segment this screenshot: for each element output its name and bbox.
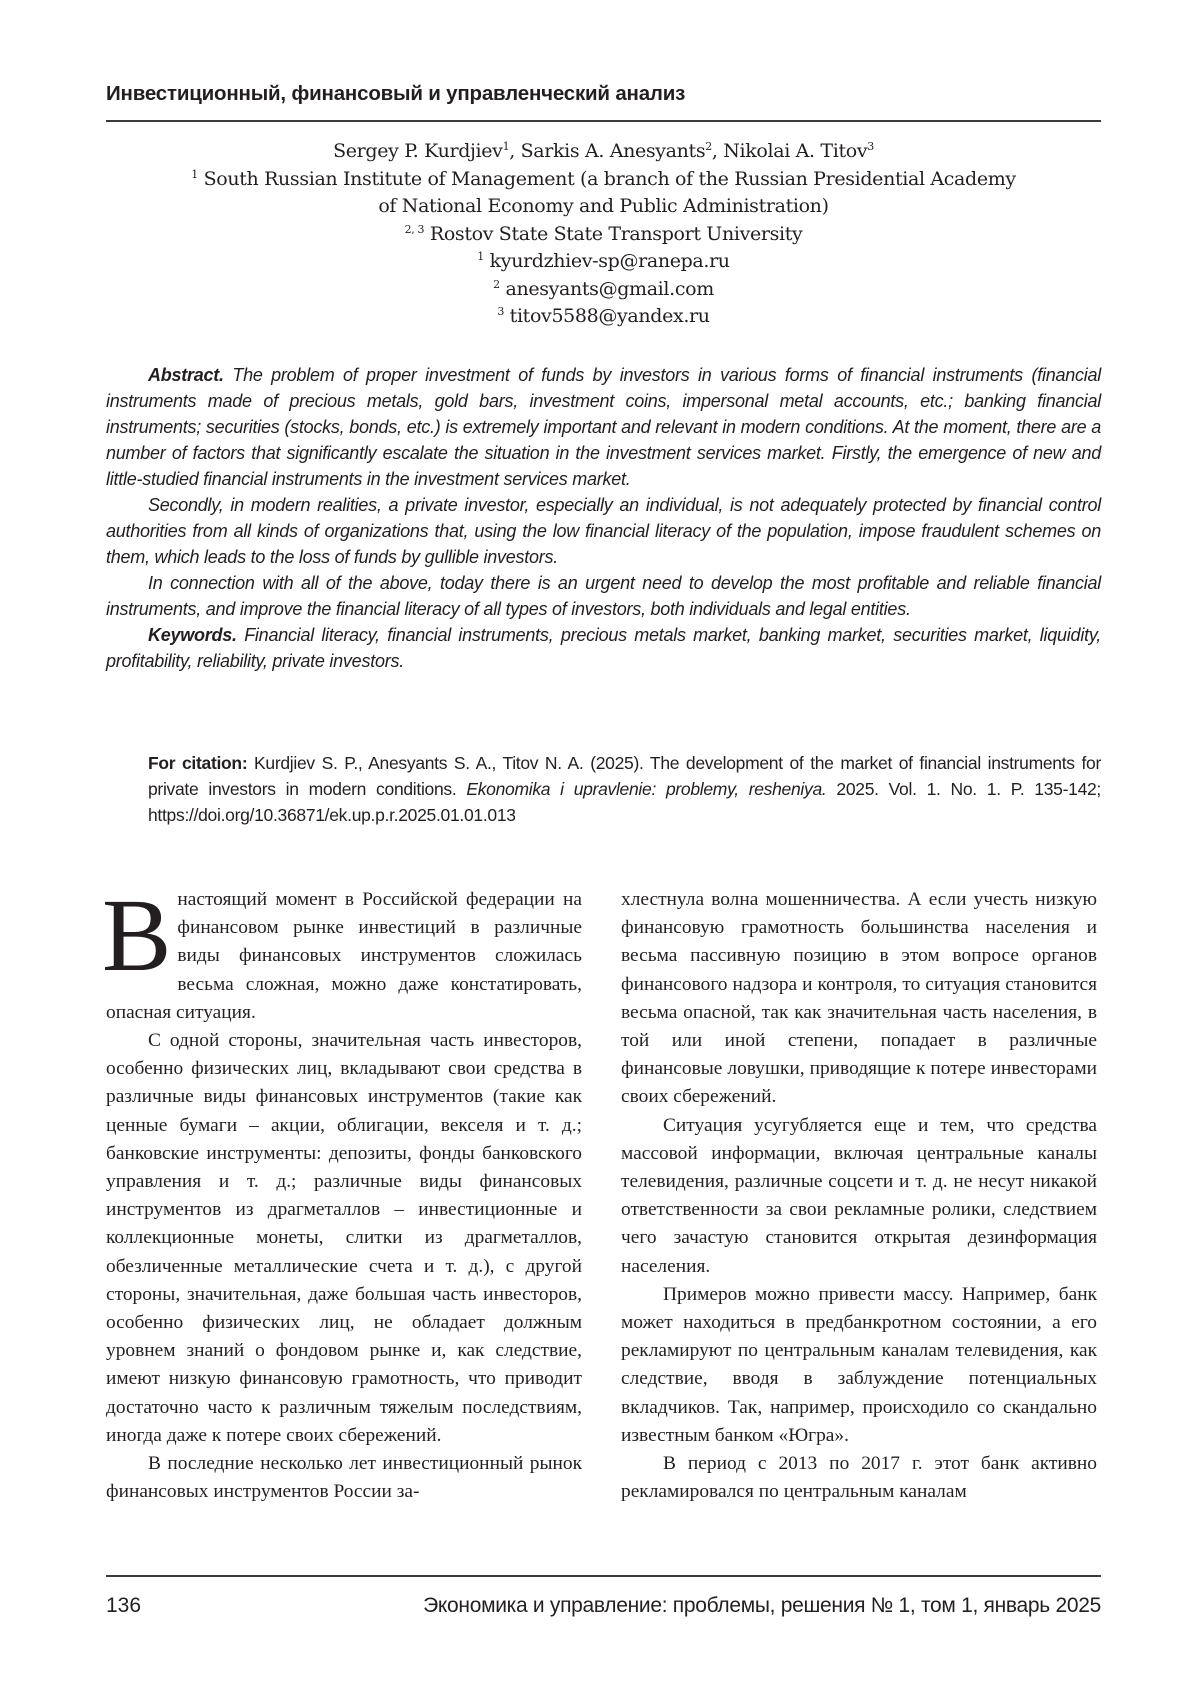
email-link[interactable]: anesyants@gmail.com	[505, 277, 714, 300]
keywords-text: Financial literacy, financial instruments, precious metals market, banking market, securities market, liquidity, profitability, reliability, private investors.	[106, 625, 1101, 671]
email-2	[106, 276, 1101, 304]
affiliation-text: South Russian Institute of Management (a branch of the Russian Presidential Academy	[203, 167, 1016, 190]
affiliation-sup: 2, 3	[404, 222, 425, 236]
keywords	[106, 622, 1101, 674]
citation-doi[interactable]: 2025. Vol. 1. No. 1. P. 135-142; https://doi.org/10.36871/ek.up.p.r.2025.01.01.013	[148, 779, 1101, 825]
citation	[148, 750, 1101, 828]
author-names: Sergey P. Kurdjiev$^1$, Sarkis A. Anesyants$^2$, Nikolai A. Titov$^3$	[333, 140, 874, 162]
body-paragraph	[102, 878, 582, 1027]
footer-divider	[106, 1575, 1101, 1577]
abstract	[106, 362, 1101, 674]
affiliation-sup: 1	[191, 167, 198, 181]
abstract-text: The problem of proper investment of funds by investors in various forms of financial instruments (financial instruments made of precious metals, gold bars, investment coins, impersonal metal accounts, etc.; banking financial instruments; securities (stocks, bonds, etc.) is extremely important and relevant in modern conditions. At the moment, there are a number of factors that significantly escalate the situation in the investment services market. Firstly, the emergence of new and little-studied financial instruments in the investment services market.	[106, 365, 1101, 489]
email-3	[106, 303, 1101, 331]
body-paragraph: В последние несколько лет инвестиционный рынок финансовых инструментов России за-	[106, 1453, 582, 1503]
email-sup: 1	[477, 250, 484, 263]
email-link[interactable]: titov5588@yandex.ru	[509, 305, 710, 327]
running-head: Инвестиционный, финансовый и управленческий анализ	[106, 82, 686, 105]
abstract-paragraph: Secondly, in modern realities, a private investor, especially an individual, is not adequately protected by financial control authorities from all kinds of organizations that, using the low financial literacy of the population, impose fraudulent schemes on them, which leads to the loss of funds by gullible investors.	[106, 495, 1101, 567]
email-1	[106, 248, 1101, 276]
body-paragraph: В период с 2013 по 2017 г. этот банк активно рекламировался по центральным каналам	[621, 1453, 1097, 1503]
body-column-right	[621, 886, 1097, 1506]
email-sup: 3	[497, 305, 504, 318]
author-name: Sergey P. Kurdjiev	[333, 140, 503, 162]
citation-journal: Ekonomika i upravlenie: problemy, resheniya.	[466, 779, 827, 799]
author-sup: 2	[705, 140, 712, 153]
keywords-label: Keywords.	[148, 625, 237, 645]
affiliation-text: Rostov State State Transport University	[429, 222, 803, 245]
paragraph-text: настоящий момент в Российской федерации на финансовом рынке инвестиций в различные виды финансовых инструментов сложилась весьма сложная, можно даже констатировать, опасная ситуация.	[106, 889, 582, 1023]
author-sup: 3	[867, 140, 874, 153]
author-name: Nikolai A. Titov	[723, 140, 868, 162]
citation-label: For citation:	[148, 753, 248, 773]
body-paragraph: Ситуация усугубляется еще и тем, что средства массовой информации, включая центральные каналы телевидения, различные соцсети и т. д. не несут никакой ответственности за свои рекламные ролики, следствием чего зачастую становится открытая дезинформация населения.	[621, 1114, 1097, 1277]
email-link[interactable]: kyurdzhiev-sp@ranepa.ru	[489, 250, 730, 272]
header-divider	[106, 120, 1101, 122]
abstract-paragraph: In connection with all of the above, today there is an urgent need to develop the most profitable and reliable financial instruments, and improve the financial literacy of all types of investors, both individuals and legal entities.	[106, 573, 1101, 619]
page-number: 136	[106, 1594, 142, 1617]
author-name: Sarkis A. Anesyants	[520, 140, 706, 162]
email-sup: 2	[493, 277, 500, 291]
affiliation-1-cont: of National Economy and Public Administration)	[378, 195, 829, 217]
body-paragraph: С одной стороны, значительная часть инвесторов, особенно физических лиц, вкладывают свои средства в различные виды финансовых инструментов (такие как ценные бумаги – акции, облигации, векселя и т. д.; банковские инструменты: депозиты, фонды банковского управления и т. д.; различные виды финансовых инструментов из драгметаллов – инвестиционные и коллекционные монеты, слитки из драгметаллов, обезличенные металлические счета и т. д.), с другой стороны, значительная, даже большая часть инвесторов, особенно физических лиц, не обладает должным уровнем знаний о фондовом рынке и, как следствие, имеют низкую финансовую грамотность, что приводит достаточно часто к различным тяжелым последствиям, иногда даже к потере своих сбережений.	[106, 1030, 582, 1446]
body-paragraph: хлестнула волна мошенничества. А если учесть низкую финансовую грамотность большинства населения и весьма пассивную позицию в этом вопросе органов финансового надзора и контроля, то ситуация становится весьма опасной, так как значительная часть населения, в той или иной степени, попадает в различные финансовые ловушки, приводящие к потере инвесторами своих сбережений.	[621, 889, 1097, 1108]
drop-cap: В	[102, 878, 172, 993]
abstract-paragraph	[106, 362, 1101, 492]
abstract-label: Abstract.	[148, 365, 224, 385]
citation-text: Kurdjiev S. P., Anesyants S. A., Titov N. A. (2025). The development of the market of financial instruments for private investors in modern conditions.	[148, 753, 1101, 799]
authors-block	[106, 138, 1101, 331]
author-sup: 1	[502, 140, 510, 153]
body-paragraph: Примеров можно привести массу. Например, банк может находиться в предбанкротном состоянии, а его рекламируют по центральным каналам телевидения, как следствие, вводя в заблуждение потенциальных вкладчиков. Так, например, происходило со скандально известным банком «Югра».	[621, 1283, 1097, 1446]
journal-issue: Экономика и управление: проблемы, решения № 1, том 1, январь 2025	[423, 1594, 1101, 1617]
affiliation-2	[106, 221, 1101, 249]
affiliation-1	[106, 166, 1101, 194]
body-column-left	[102, 878, 582, 1506]
